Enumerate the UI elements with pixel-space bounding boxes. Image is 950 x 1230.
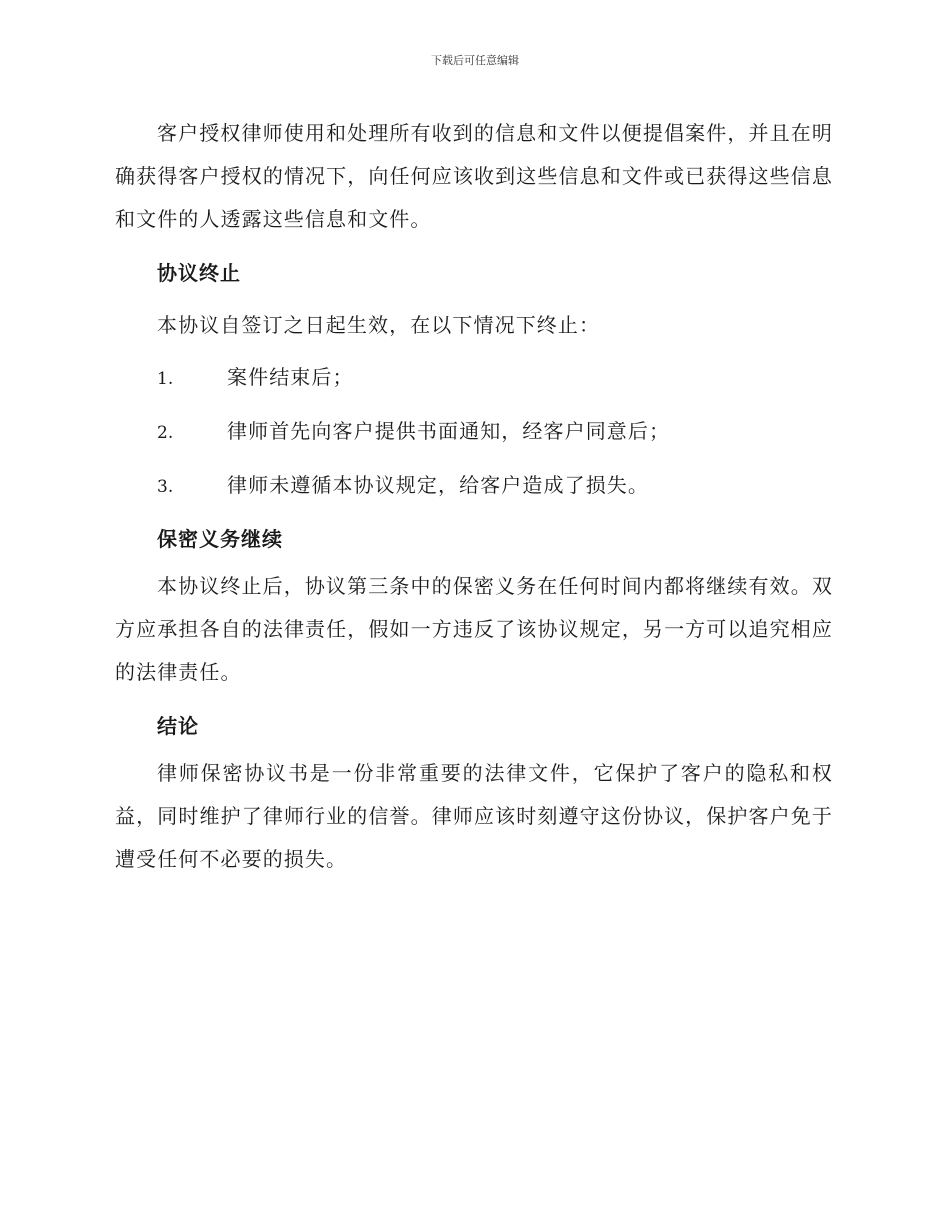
paragraph-conclusion: 律师保密协议书是一份非常重要的法律文件，它保护了客户的隐私和权益，同时维护了律师行业的信誉。律师应该时刻遵守这份协议，保护客户免于遭受任何不必要的损失。 [115, 761, 833, 871]
section-heading-conclusion: 结论 [157, 714, 199, 738]
list-item [115, 405, 833, 459]
list-item [115, 459, 833, 513]
paragraph-termination-intro: 本协议自签订之日起生效，在以下情况下终止： [157, 313, 601, 337]
list-item-text: 案件结束后； [227, 365, 354, 389]
list-item-number: 2. [157, 423, 174, 443]
list-item-number: 1. [157, 369, 174, 389]
paragraph-authorization: 客户授权律师使用和处理所有收到的信息和文件以便提倡案件，并且在明确获得客户授权的情况下，向任何应该收到这些信息和文件或已获得这些信息和文件的人透露这些信息和文件。 [115, 121, 833, 231]
list-item [115, 351, 833, 405]
section-heading-termination: 协议终止 [157, 261, 241, 285]
document-body [115, 112, 833, 881]
list-item-text: 律师未遵循本协议规定，给客户造成了损失。 [227, 473, 649, 497]
list-item-text: 律师首先向客户提供书面通知，经客户同意后； [227, 419, 671, 443]
paragraph-confidentiality: 本协议终止后，协议第三条中的保密义务在任何时间内都将继续有效。双方应承担各自的法律责任，假如一方违反了该协议规定，另一方可以追究相应的法律责任。 [115, 574, 833, 684]
page-header: 下载后可任意编辑 [431, 54, 519, 67]
list-item-number: 3. [157, 477, 174, 497]
section-heading-confidentiality: 保密义务继续 [157, 527, 283, 551]
